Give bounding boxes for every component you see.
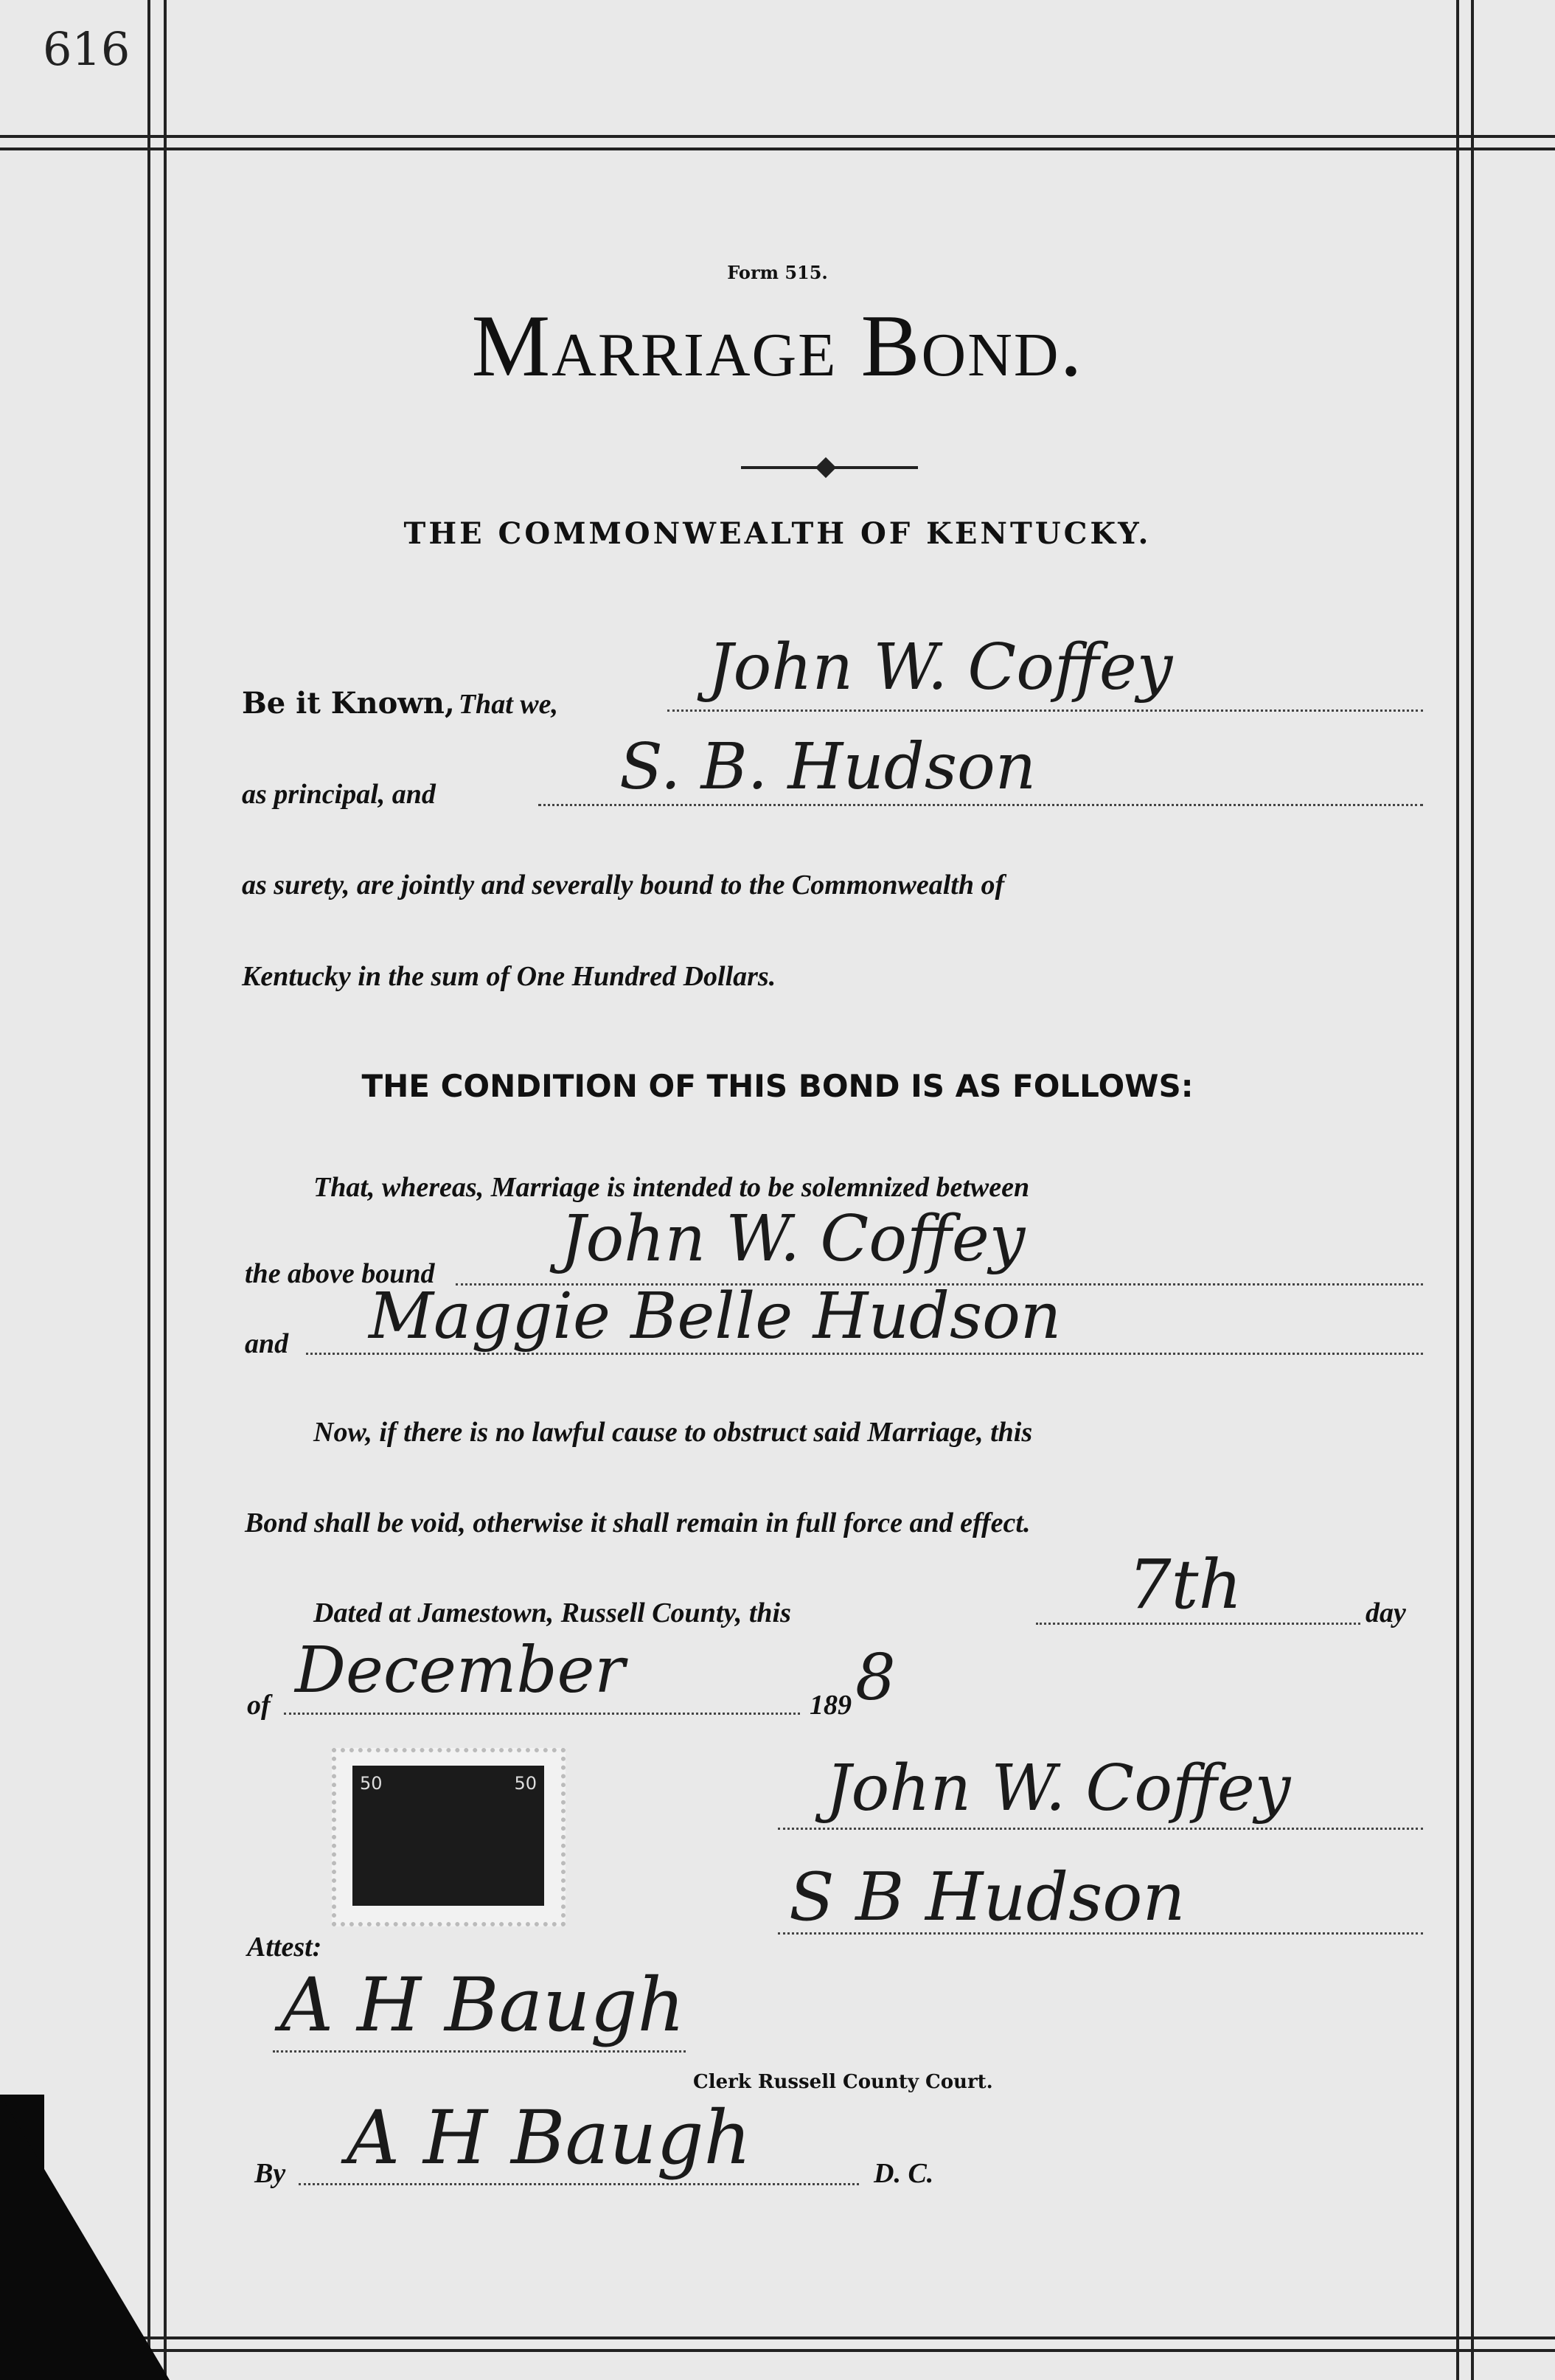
dated-at-text: Dated at Jamestown, Russell County, this bbox=[313, 1597, 791, 1628]
top-border-line-inner bbox=[0, 148, 1555, 150]
stamp-value-left: 50 bbox=[360, 1773, 383, 1794]
year-prefix: 189 bbox=[810, 1690, 852, 1721]
divider-ornament-icon bbox=[815, 457, 836, 478]
that-we-text: That we, bbox=[458, 689, 558, 720]
dc-label: D. C. bbox=[874, 2158, 934, 2189]
year-handwritten: 8 bbox=[855, 1641, 896, 1715]
as-principal-text: as principal, and bbox=[242, 779, 436, 810]
stamp-value-right: 50 bbox=[514, 1773, 537, 1794]
dark-corner-shadow-edge bbox=[0, 2095, 170, 2380]
sum-text: Kentucky in the sum of One Hundred Dollars. bbox=[242, 961, 776, 992]
bond-void-text: Bond shall be void, otherwise it shall remain in full force and effect. bbox=[245, 1508, 1031, 1538]
top-border-line bbox=[0, 135, 1555, 138]
deputy-signature: A H Baugh bbox=[347, 2095, 751, 2181]
surety-name-line bbox=[538, 804, 1423, 806]
deputy-signature-line bbox=[299, 2183, 859, 2185]
form-number: Form 515. bbox=[727, 262, 828, 283]
clerk-label: Clerk Russell County Court. bbox=[693, 2071, 993, 2093]
commonwealth-heading: THE COMMONWEALTH OF KENTUCKY. bbox=[403, 516, 1152, 551]
above-bound-text: the above bound bbox=[245, 1258, 435, 1289]
bottom-border-line bbox=[0, 2336, 1555, 2339]
principal-signature: John W. Coffey bbox=[826, 1752, 1291, 1825]
by-label: By bbox=[254, 2158, 286, 2189]
attest-signature: A H Baugh bbox=[280, 1962, 685, 2048]
attest-label: Attest: bbox=[247, 1932, 322, 1963]
surety-bound-text: as surety, are jointly and severally bound to the Commonwealth of bbox=[242, 870, 1005, 901]
principal-name-line bbox=[667, 710, 1423, 712]
attest-signature-line bbox=[273, 2050, 686, 2053]
surety-signature: S B Hudson bbox=[789, 1859, 1186, 1936]
document-title: Marriage Bond. bbox=[471, 296, 1084, 395]
revenue-stamp-image bbox=[352, 1766, 544, 1906]
page-number: 616 bbox=[43, 22, 131, 76]
be-it-known-heading: Be it Known, bbox=[242, 686, 455, 721]
month-line bbox=[284, 1713, 800, 1715]
bottom-border-line-inner bbox=[0, 2349, 1555, 2352]
condition-heading: THE CONDITION OF THIS BOND IS AS FOLLOWS: bbox=[361, 1068, 1194, 1104]
day-handwritten: 7th bbox=[1128, 1545, 1242, 1624]
day-label: day bbox=[1366, 1597, 1406, 1628]
month-handwritten: December bbox=[295, 1634, 625, 1707]
surety-name-handwritten: S. B. Hudson bbox=[619, 730, 1037, 804]
of-text: of bbox=[247, 1690, 271, 1721]
principal-name-handwritten: John W. Coffey bbox=[708, 631, 1173, 704]
groom-name-handwritten: John W. Coffey bbox=[560, 1202, 1026, 1276]
be-it-known-line bbox=[242, 686, 558, 721]
revenue-stamp bbox=[332, 1748, 566, 1926]
principal-signature-line bbox=[778, 1828, 1423, 1830]
lawful-cause-text: Now, if there is no lawful cause to obstruct said Marriage, this bbox=[313, 1417, 1033, 1448]
bride-name-handwritten: Maggie Belle Hudson bbox=[369, 1280, 1062, 1353]
and-text: and bbox=[245, 1328, 289, 1359]
marriage-intended-text: That, whereas, Marriage is intended to be solemnized between bbox=[313, 1172, 1030, 1203]
